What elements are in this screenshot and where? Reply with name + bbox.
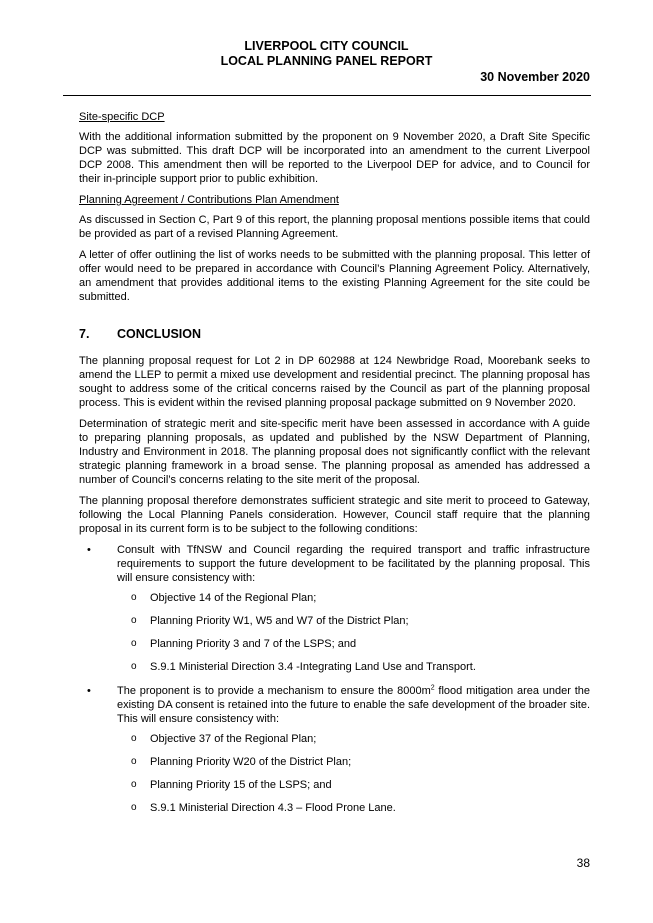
header-divider	[63, 95, 591, 96]
conclusion-heading	[79, 327, 590, 341]
sub-bullet-glyph: o	[131, 661, 137, 672]
sub-item	[79, 801, 590, 815]
dcp-heading: Site-specific DCP	[79, 111, 165, 123]
condition-bullet-2	[79, 684, 590, 726]
planning-agreement-paragraph-1: As discussed in Section C, Part 9 of this report, the planning proposal mentions possible items that could be provided as part of a revised Planning Agreement.	[79, 214, 590, 240]
sub-bullet-glyph: o	[131, 756, 137, 767]
sub-item-text: Planning Priority W1, W5 and W7 of the District Plan;	[150, 615, 409, 627]
bullet-glyph: •	[87, 685, 91, 697]
conclusion-paragraph-2: Determination of strategic merit and site-specific merit have been assessed in accordance with A guide to preparing planning proposals, as updated and published by the NSW Department of Planning, Industry and Environment in 2018. The planning proposal does not significantly conflict with the relevant strategic planning framework in a broad sense. The planning proposal as amended has addressed a number of Council’s concerns relating to the site merit of the proposal.	[79, 418, 590, 486]
bullet-glyph: •	[87, 544, 91, 556]
sub-item-text: S.9.1 Ministerial Direction 3.4 -Integrating Land Use and Transport.	[150, 661, 476, 673]
conclusion-number: 7.	[79, 327, 90, 341]
sub-item-text: Planning Priority 15 of the LSPS; and	[150, 779, 332, 791]
header-report-title: LOCAL PLANNING PANEL REPORT	[220, 54, 433, 68]
sub-bullet-glyph: o	[131, 779, 137, 790]
sub-bullet-glyph: o	[131, 733, 137, 744]
conclusion-title: CONCLUSION	[117, 327, 202, 341]
condition-text-2-after: flood mitigation area under the existing DA consent is retained into the future to enable the safe development of the broader site. This will ensure consistency with:	[117, 685, 590, 725]
condition-text-1: Consult with TfNSW and Council regarding the required transport and traffic infrastructure requirements to support the future development to be facilitated by the planning proposal. This will ensure consistency with:	[117, 544, 590, 584]
sub-bullet-glyph: o	[131, 592, 137, 603]
sub-item-text: Planning Priority 3 and 7 of the LSPS; and	[150, 638, 357, 650]
sub-item	[79, 637, 590, 651]
condition-bullet-1	[79, 543, 590, 585]
superscript-2: 2	[430, 684, 435, 692]
conclusion-paragraph-3: The planning proposal therefore demonstrates sufficient strategic and site merit to proceed to Gateway, following the Local Planning Panels consideration. However, Council staff require that the planning proposal in its current form is to be subject to the following conditions:	[79, 495, 590, 535]
sub-item-text: Planning Priority W20 of the District Plan;	[150, 756, 352, 768]
sub-bullet-glyph: o	[131, 638, 137, 649]
sub-item	[79, 660, 590, 674]
planning-agreement-paragraph-2: A letter of offer outlining the list of works needs to be submitted with the planning proposal. This letter of offer would need to be prepared in accordance with Council’s Planning Agreement Policy. Alternatively, an amendment that provides additional items to the existing Planning Agreement for the site could be submitted.	[79, 249, 590, 303]
sub-item	[79, 732, 590, 746]
dcp-paragraph: With the additional information submitted by the proponent on 9 November 2020, a Draft Site Specific DCP was submitted. This draft DCP will be incorporated into an amendment to the current Liverpool DCP 2008. This amendment then will be reported to the Liverpool DEP for advice, and to Council for their in-principle support prior to public exhibition.	[79, 131, 590, 185]
header-date: 30 November 2020	[480, 70, 590, 84]
conclusion-paragraph-1: The planning proposal request for Lot 2 in DP 602988 at 124 Newbridge Road, Moorebank seeks to amend the LLEP to permit a mixed use development and residential precinct. The planning proposal has sought to address some of the critical concerns raised by the Council as part of the planning proposal process. This is evident within the revised planning proposal package submitted on 9 November 2020.	[79, 355, 590, 409]
sub-item-text: Objective 14 of the Regional Plan;	[150, 592, 317, 604]
page-number: 38	[576, 856, 590, 870]
sub-item	[79, 614, 590, 628]
sub-item-text: Objective 37 of the Regional Plan;	[150, 733, 317, 745]
sub-item-text: S.9.1 Ministerial Direction 4.3 – Flood Prone Lane.	[150, 802, 396, 814]
sub-bullet-glyph: o	[131, 802, 137, 813]
planning-agreement-heading: Planning Agreement / Contributions Plan Amendment	[79, 194, 339, 206]
sub-item	[79, 591, 590, 605]
report-body	[79, 110, 590, 824]
sub-item	[79, 755, 590, 769]
condition-text-2-before: The proponent is to provide a mechanism to ensure the 8000m	[117, 685, 431, 697]
sub-bullet-glyph: o	[131, 615, 137, 626]
sub-item	[79, 778, 590, 792]
header-council-name: LIVERPOOL CITY COUNCIL	[244, 39, 409, 53]
